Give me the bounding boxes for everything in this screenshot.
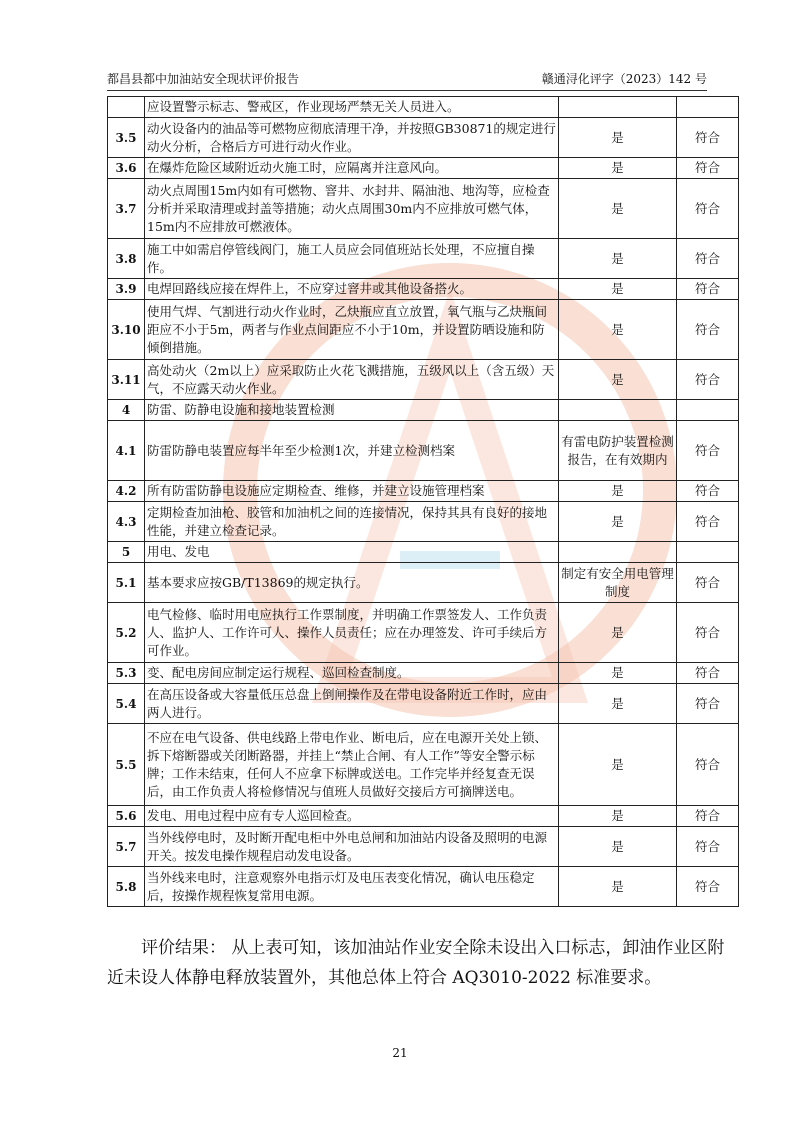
conclusion: 符合 [677,724,739,806]
execution-status: 是 [559,360,677,400]
execution-status: 是 [559,867,677,907]
requirement-text: 电气检修、临时用电应执行工作票制度，并明确工作票签发人、工作负责人、监护人、工作许可人、操作人员责任；应在办理签发、许可手续后方可作业。 [145,603,559,663]
requirement-text: 电焊回路线应接在焊件上，不应穿过窨井或其他设备搭火。 [145,279,559,300]
row-number: 3.8 [108,239,145,279]
requirement-text: 定期检查加油枪、胶管和加油机之间的连接情况，保持其具有良好的接地性能，并建立检查记录。 [145,502,559,542]
table-row [108,542,739,563]
requirement-text: 基本要求应按GB/T13869的规定执行。 [145,563,559,603]
table-row [108,806,739,827]
table-row [108,827,739,867]
page-number: 21 [392,1046,408,1060]
execution-status: 是 [559,603,677,663]
table-row [108,603,739,663]
execution-status: 是 [559,502,677,542]
report-number: 赣通浔化评字（2023）142 号 [541,72,707,86]
table-row [108,421,739,481]
requirement-text: 发电、用电过程中应有专人巡回检查。 [145,806,559,827]
requirement-text: 高处动火（2m以上）应采取防止火花飞溅措施，五级风以上（含五级）天气，不应露天动火作业。 [145,360,559,400]
conclusion: 符合 [677,158,739,179]
requirement-text: 防雷防静电装置应每半年至少检测1次，并建立检测档案 [145,421,559,481]
result-text: 从上表可知，该加油站作业安全除未设出入口标志，卸油作业区附近未设人体静电释放装置外，其他总体上符合 AQ3010-2022 标准要求。 [107,938,725,988]
requirement-text: 变、配电房间应制定运行规程、巡回检查制度。 [145,663,559,684]
table-row [108,179,739,239]
conclusion [677,97,739,118]
execution-status: 是 [559,663,677,684]
row-number: 5.5 [108,724,145,806]
table-row [108,867,739,907]
conclusion: 符合 [677,663,739,684]
row-number: 4 [108,400,145,421]
table-row [108,684,739,724]
row-number: 5.3 [108,663,145,684]
execution-status: 是 [559,118,677,158]
execution-status [559,400,677,421]
requirement-text: 在高压设备或大容量低压总盘上倒闸操作及在带电设备附近工作时，应由两人进行。 [145,684,559,724]
conclusion: 符合 [677,867,739,907]
requirement-text: 当外线来电时，注意观察外电指示灯及电压表变化情况，确认电压稳定后，按操作规程恢复常用电源。 [145,867,559,907]
execution-status [559,542,677,563]
requirement-text: 应设置警示标志、警戒区，作业现场严禁无关人员进入。 [145,97,559,118]
inspection-table [107,96,739,907]
row-number: 5.4 [108,684,145,724]
conclusion: 符合 [677,279,739,300]
execution-status: 是 [559,481,677,502]
row-number: 4.3 [108,502,145,542]
table-row [108,279,739,300]
conclusion: 符合 [677,481,739,502]
conclusion: 符合 [677,806,739,827]
conclusion: 符合 [677,300,739,360]
conclusion: 符合 [677,827,739,867]
row-number: 5.6 [108,806,145,827]
requirement-text: 使用气焊、气割进行动火作业时，乙炔瓶应直立放置，氧气瓶与乙炔瓶间距应不小于5m，两者与作业点间距应不小于10m，并设置防晒设施和防倾倒措施。 [145,300,559,360]
row-number: 4.2 [108,481,145,502]
conclusion [677,542,739,563]
result-label: 评价结果： [141,938,226,958]
execution-status: 是 [559,684,677,724]
table-row [108,481,739,502]
table-row [108,400,739,421]
execution-status [559,97,677,118]
conclusion: 符合 [677,603,739,663]
conclusion: 符合 [677,179,739,239]
table-row [108,663,739,684]
conclusion: 符合 [677,502,739,542]
execution-status: 是 [559,179,677,239]
table-row [108,563,739,603]
execution-status: 制定有安全用电管理制度 [559,563,677,603]
conclusion: 符合 [677,563,739,603]
execution-status: 是 [559,806,677,827]
row-number: 4.1 [108,421,145,481]
execution-status: 是 [559,827,677,867]
requirement-text: 动火点周围15m内如有可燃物、窨井、水封井、隔油池、地沟等，应检查分析并采取清理或封盖等措施；动火点周围30m内不应排放可燃气体，15m内不应排放可燃液体。 [145,179,559,239]
conclusion: 符合 [677,421,739,481]
execution-status: 是 [559,239,677,279]
table-row [108,300,739,360]
row-number: 3.5 [108,118,145,158]
row-number: 3.11 [108,360,145,400]
row-number: 5.8 [108,867,145,907]
requirement-text: 动火设备内的油品等可燃物应彻底清理干净，并按照GB30871的规定进行动火分析，合格后方可进行动火作业。 [145,118,559,158]
table-row [108,502,739,542]
evaluation-result [107,933,727,993]
table-row [108,158,739,179]
execution-status: 有雷电防护装置检测报告，在有效期内 [559,421,677,481]
requirement-text: 当外线停电时，及时断开配电柜中外电总闸和加油站内设备及照明的电源开关。按发电操作规程启动发电设备。 [145,827,559,867]
row-number: 5.7 [108,827,145,867]
row-number: 5 [108,542,145,563]
execution-status: 是 [559,158,677,179]
conclusion [677,400,739,421]
requirement-text: 在爆炸危险区域附近动火施工时，应隔离并注意风向。 [145,158,559,179]
requirement-text: 用电、发电 [145,542,559,563]
requirement-text: 不应在电气设备、供电线路上带电作业、断电后，应在电源开关处上锁、拆下熔断器或关闭断路器，并挂上“禁止合闸、有人工作”等安全警示标牌；工作未结束，任何人不应拿下标牌或送电。工作完毕并经复查无误后，由工作负责人将检修情况与值班人员做好交接后方可摘牌送电。 [145,724,559,806]
table-row [108,239,739,279]
requirement-text: 所有防雷防静电设施应定期检查、维修，并建立设施管理档案 [145,481,559,502]
execution-status: 是 [559,724,677,806]
table-row [108,118,739,158]
conclusion: 符合 [677,118,739,158]
execution-status: 是 [559,300,677,360]
row-number: 3.9 [108,279,145,300]
requirement-text: 施工中如需启停管线阀门，施工人员应会同值班站长处理，不应擅自操作。 [145,239,559,279]
table-row [108,97,739,118]
row-number: 3.10 [108,300,145,360]
table-row [108,724,739,806]
page-header [107,68,707,91]
conclusion: 符合 [677,360,739,400]
row-number: 3.6 [108,158,145,179]
report-title: 都昌县都中加油站安全现状评价报告 [107,72,300,86]
row-number [108,97,145,118]
conclusion: 符合 [677,684,739,724]
row-number: 5.2 [108,603,145,663]
table-row [108,360,739,400]
requirement-text: 防雷、防静电设施和接地装置检测 [145,400,559,421]
execution-status: 是 [559,279,677,300]
conclusion: 符合 [677,239,739,279]
row-number: 5.1 [108,563,145,603]
row-number: 3.7 [108,179,145,239]
